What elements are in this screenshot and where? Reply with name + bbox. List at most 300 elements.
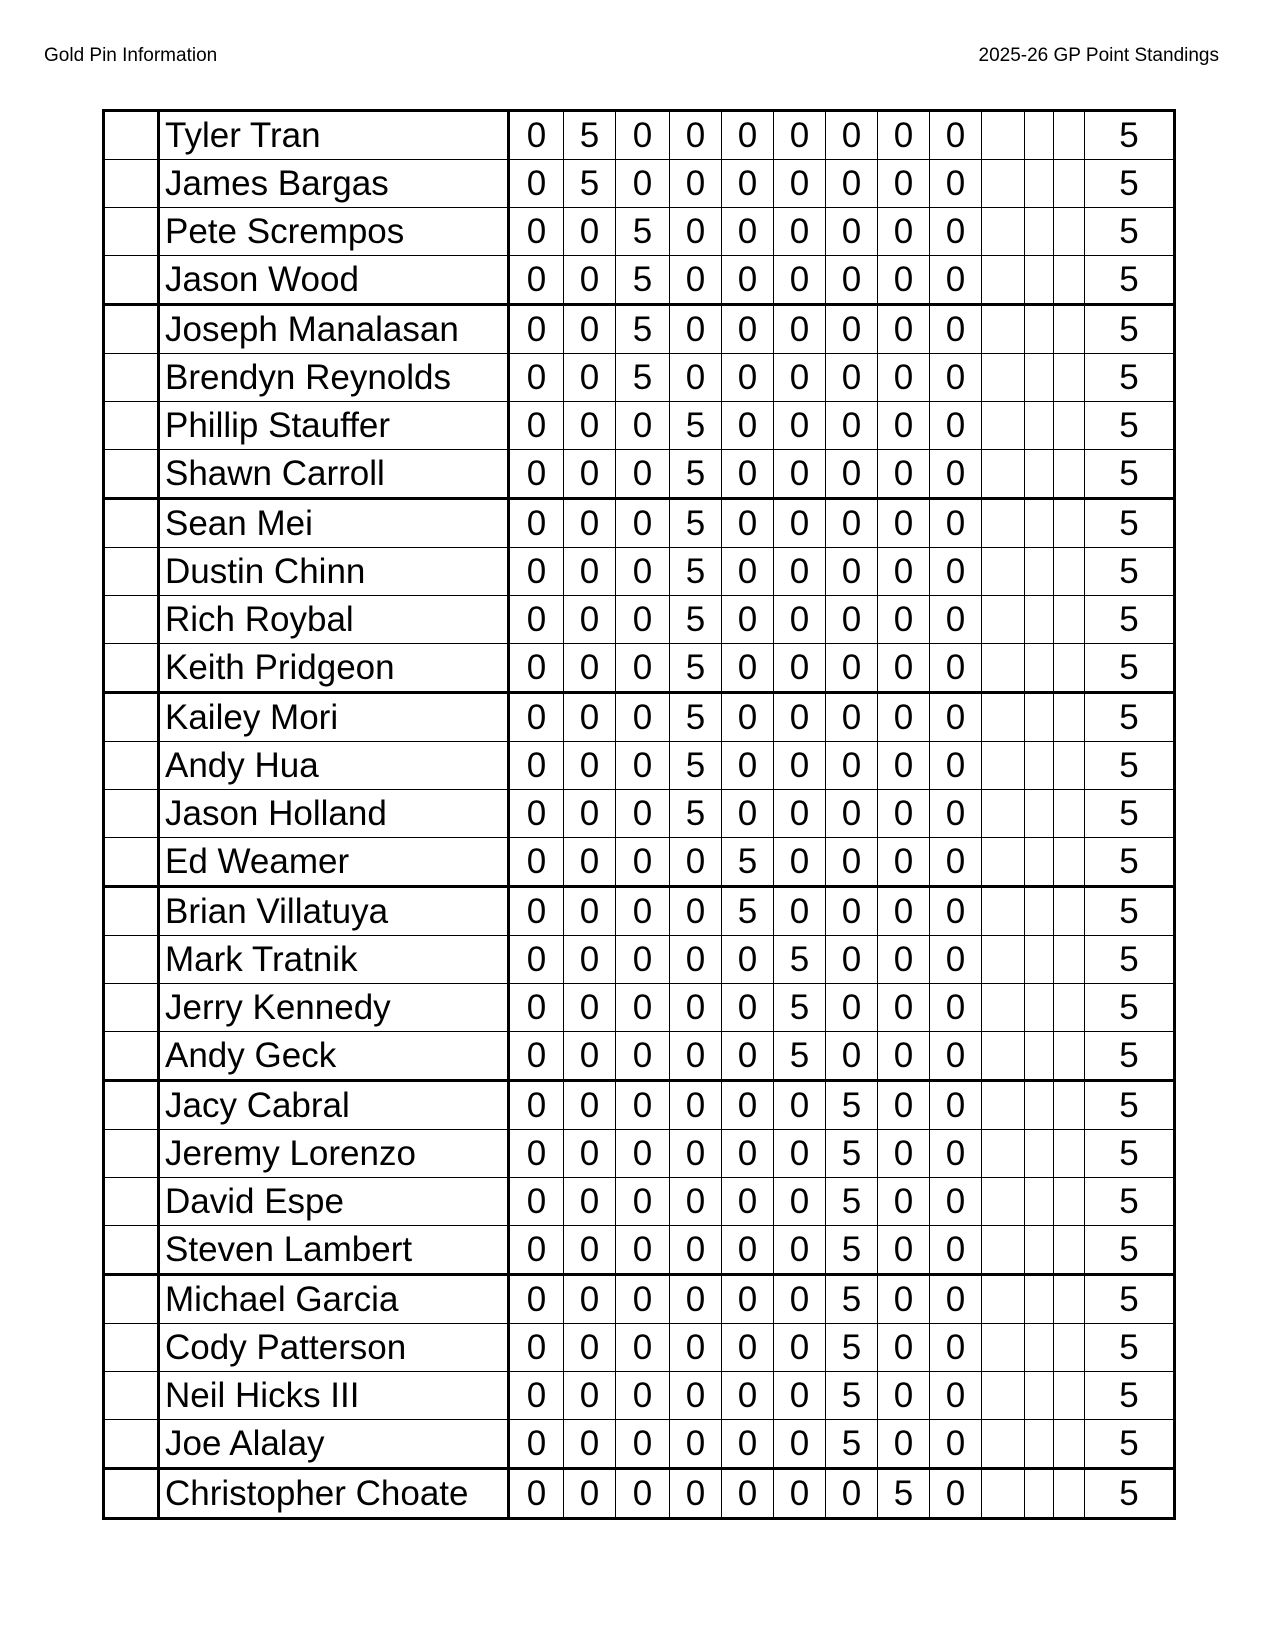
table-row: [104, 354, 1175, 402]
points-cell: 0: [878, 256, 930, 305]
empty-cell: [982, 1420, 1025, 1469]
player-name: Jason Wood: [159, 256, 509, 305]
points-cell: 0: [564, 1226, 616, 1275]
player-name: Jason Holland: [159, 790, 509, 838]
table-row: [104, 936, 1175, 984]
points-cell: 0: [826, 160, 878, 208]
points-cell: 0: [616, 1226, 670, 1275]
empty-cell: [982, 208, 1025, 256]
points-cell: 0: [670, 305, 722, 354]
player-name: Shawn Carroll: [159, 450, 509, 499]
total-cell: 5: [1085, 1178, 1175, 1226]
empty-cell: [1025, 548, 1054, 596]
points-cell: 0: [774, 1130, 826, 1178]
points-cell: 0: [616, 450, 670, 499]
points-cell: 0: [509, 111, 564, 160]
points-cell: 0: [826, 305, 878, 354]
points-cell: 0: [616, 790, 670, 838]
points-cell: 0: [878, 548, 930, 596]
points-cell: 0: [826, 936, 878, 984]
points-cell: 0: [509, 838, 564, 887]
player-name: Ed Weamer: [159, 838, 509, 887]
rank-cell: [104, 402, 159, 450]
empty-cell: [982, 1275, 1025, 1324]
points-cell: 0: [509, 1178, 564, 1226]
empty-cell: [1025, 160, 1054, 208]
empty-cell: [1054, 499, 1085, 548]
total-cell: 5: [1085, 936, 1175, 984]
points-cell: 5: [670, 499, 722, 548]
points-cell: 0: [564, 1130, 616, 1178]
points-cell: 0: [878, 354, 930, 402]
points-cell: 0: [826, 887, 878, 936]
points-cell: 0: [878, 936, 930, 984]
points-cell: 0: [930, 256, 982, 305]
total-cell: 5: [1085, 305, 1175, 354]
rank-cell: [104, 499, 159, 548]
points-cell: 0: [616, 984, 670, 1032]
total-cell: 5: [1085, 1032, 1175, 1081]
points-cell: 5: [774, 936, 826, 984]
points-cell: 0: [564, 838, 616, 887]
points-cell: 0: [774, 256, 826, 305]
points-cell: 0: [722, 450, 774, 499]
points-cell: 0: [930, 354, 982, 402]
table-row: [104, 1324, 1175, 1372]
points-cell: 0: [509, 1081, 564, 1130]
points-cell: 0: [826, 499, 878, 548]
points-cell: 0: [878, 693, 930, 742]
empty-cell: [982, 548, 1025, 596]
points-cell: 0: [930, 1081, 982, 1130]
total-cell: 5: [1085, 208, 1175, 256]
empty-cell: [1025, 644, 1054, 693]
points-cell: 0: [564, 1469, 616, 1519]
rank-cell: [104, 160, 159, 208]
header-right: 2025-26 GP Point Standings: [978, 45, 1219, 66]
table-row: [104, 1032, 1175, 1081]
empty-cell: [1054, 596, 1085, 644]
empty-cell: [1054, 1469, 1085, 1519]
total-cell: 5: [1085, 402, 1175, 450]
empty-cell: [982, 887, 1025, 936]
points-cell: 0: [774, 499, 826, 548]
empty-cell: [982, 984, 1025, 1032]
points-cell: 0: [826, 548, 878, 596]
points-cell: 0: [826, 790, 878, 838]
player-name: Andy Geck: [159, 1032, 509, 1081]
empty-cell: [982, 450, 1025, 499]
empty-cell: [1025, 742, 1054, 790]
player-name: Jacy Cabral: [159, 1081, 509, 1130]
points-cell: 0: [509, 644, 564, 693]
points-cell: 0: [509, 1420, 564, 1469]
points-cell: 0: [509, 936, 564, 984]
rank-cell: [104, 1226, 159, 1275]
empty-cell: [1025, 984, 1054, 1032]
total-cell: 5: [1085, 1130, 1175, 1178]
points-cell: 0: [722, 742, 774, 790]
points-cell: 0: [509, 596, 564, 644]
points-cell: 5: [564, 111, 616, 160]
points-cell: 0: [616, 693, 670, 742]
points-cell: 0: [564, 936, 616, 984]
empty-cell: [1054, 1130, 1085, 1178]
total-cell: 5: [1085, 1324, 1175, 1372]
total-cell: 5: [1085, 838, 1175, 887]
empty-cell: [1054, 208, 1085, 256]
table-row: [104, 160, 1175, 208]
points-cell: 5: [670, 450, 722, 499]
points-cell: 0: [774, 596, 826, 644]
points-cell: 0: [930, 693, 982, 742]
rank-cell: [104, 548, 159, 596]
empty-cell: [1054, 644, 1085, 693]
empty-cell: [1025, 402, 1054, 450]
points-cell: 5: [616, 208, 670, 256]
table-row: [104, 450, 1175, 499]
empty-cell: [982, 499, 1025, 548]
points-cell: 0: [774, 354, 826, 402]
points-cell: 0: [509, 693, 564, 742]
points-cell: 0: [722, 402, 774, 450]
player-name: Joseph Manalasan: [159, 305, 509, 354]
standings-body: [104, 111, 1175, 1519]
empty-cell: [1054, 160, 1085, 208]
table-row: [104, 1081, 1175, 1130]
table-row: [104, 838, 1175, 887]
points-cell: 5: [616, 256, 670, 305]
points-cell: 0: [878, 1275, 930, 1324]
points-cell: 0: [930, 838, 982, 887]
empty-cell: [982, 1372, 1025, 1420]
total-cell: 5: [1085, 160, 1175, 208]
points-cell: 0: [774, 305, 826, 354]
empty-cell: [1025, 596, 1054, 644]
empty-cell: [1025, 354, 1054, 402]
points-cell: 0: [722, 548, 774, 596]
points-cell: 0: [564, 644, 616, 693]
table-row: [104, 499, 1175, 548]
player-name: Pete Scrempos: [159, 208, 509, 256]
table-row: [104, 984, 1175, 1032]
points-cell: 5: [616, 305, 670, 354]
points-cell: 0: [826, 111, 878, 160]
points-cell: 0: [878, 1226, 930, 1275]
empty-cell: [1054, 111, 1085, 160]
points-cell: 0: [930, 1420, 982, 1469]
points-cell: 5: [564, 160, 616, 208]
table-row: [104, 1420, 1175, 1469]
total-cell: 5: [1085, 111, 1175, 160]
points-cell: 0: [930, 1032, 982, 1081]
rank-cell: [104, 208, 159, 256]
points-cell: 0: [774, 693, 826, 742]
points-cell: 0: [564, 1178, 616, 1226]
points-cell: 0: [878, 742, 930, 790]
total-cell: 5: [1085, 499, 1175, 548]
empty-cell: [1025, 499, 1054, 548]
empty-cell: [1054, 354, 1085, 402]
points-cell: 0: [670, 1420, 722, 1469]
player-name: Brian Villatuya: [159, 887, 509, 936]
points-cell: 0: [670, 1469, 722, 1519]
empty-cell: [1054, 1226, 1085, 1275]
points-cell: 0: [930, 450, 982, 499]
points-cell: 0: [722, 160, 774, 208]
points-cell: 5: [670, 693, 722, 742]
points-cell: 0: [774, 1469, 826, 1519]
points-cell: 0: [878, 1324, 930, 1372]
points-cell: 0: [509, 790, 564, 838]
points-cell: 0: [930, 596, 982, 644]
points-cell: 0: [670, 838, 722, 887]
rank-cell: [104, 1130, 159, 1178]
empty-cell: [982, 1178, 1025, 1226]
points-cell: 0: [722, 305, 774, 354]
table-row: [104, 305, 1175, 354]
empty-cell: [1054, 1178, 1085, 1226]
points-cell: 0: [722, 1130, 774, 1178]
points-cell: 0: [878, 111, 930, 160]
points-cell: 0: [509, 1275, 564, 1324]
rank-cell: [104, 644, 159, 693]
points-cell: 0: [670, 208, 722, 256]
player-name: Steven Lambert: [159, 1226, 509, 1275]
points-cell: 0: [616, 402, 670, 450]
empty-cell: [1025, 1275, 1054, 1324]
empty-cell: [1025, 838, 1054, 887]
empty-cell: [982, 1081, 1025, 1130]
points-cell: 5: [826, 1178, 878, 1226]
empty-cell: [1054, 887, 1085, 936]
points-cell: 0: [930, 644, 982, 693]
player-name: Michael Garcia: [159, 1275, 509, 1324]
points-cell: 0: [509, 1130, 564, 1178]
total-cell: 5: [1085, 1469, 1175, 1519]
points-cell: 0: [670, 111, 722, 160]
player-name: Keith Pridgeon: [159, 644, 509, 693]
points-cell: 0: [509, 742, 564, 790]
points-cell: 0: [564, 1324, 616, 1372]
points-cell: 0: [930, 984, 982, 1032]
empty-cell: [982, 305, 1025, 354]
points-cell: 0: [564, 305, 616, 354]
empty-cell: [1025, 1178, 1054, 1226]
points-cell: 0: [930, 1324, 982, 1372]
points-cell: 0: [826, 256, 878, 305]
empty-cell: [982, 354, 1025, 402]
points-cell: 0: [564, 790, 616, 838]
rank-cell: [104, 1178, 159, 1226]
points-cell: 0: [722, 111, 774, 160]
points-cell: 0: [878, 887, 930, 936]
points-cell: 0: [670, 256, 722, 305]
points-cell: 0: [722, 1420, 774, 1469]
empty-cell: [982, 693, 1025, 742]
points-cell: 0: [826, 208, 878, 256]
points-cell: 0: [564, 596, 616, 644]
points-cell: 0: [774, 644, 826, 693]
points-cell: 5: [826, 1226, 878, 1275]
points-cell: 0: [616, 596, 670, 644]
empty-cell: [1054, 1081, 1085, 1130]
points-cell: 0: [722, 790, 774, 838]
empty-cell: [982, 160, 1025, 208]
points-cell: 0: [930, 499, 982, 548]
standings-table: [102, 109, 1176, 1520]
empty-cell: [982, 111, 1025, 160]
points-cell: 0: [722, 1178, 774, 1226]
points-cell: 0: [774, 160, 826, 208]
points-cell: 5: [670, 596, 722, 644]
empty-cell: [1025, 1372, 1054, 1420]
points-cell: 0: [722, 354, 774, 402]
rank-cell: [104, 354, 159, 402]
points-cell: 5: [878, 1469, 930, 1519]
points-cell: 0: [930, 887, 982, 936]
points-cell: 0: [564, 256, 616, 305]
empty-cell: [1054, 1372, 1085, 1420]
points-cell: 0: [616, 1420, 670, 1469]
points-cell: 0: [826, 402, 878, 450]
total-cell: 5: [1085, 790, 1175, 838]
rank-cell: [104, 1372, 159, 1420]
points-cell: 0: [670, 160, 722, 208]
points-cell: 0: [564, 499, 616, 548]
empty-cell: [1025, 693, 1054, 742]
empty-cell: [1054, 984, 1085, 1032]
points-cell: 0: [722, 499, 774, 548]
total-cell: 5: [1085, 596, 1175, 644]
points-cell: 0: [930, 742, 982, 790]
empty-cell: [1054, 693, 1085, 742]
points-cell: 0: [722, 1226, 774, 1275]
points-cell: 0: [930, 1130, 982, 1178]
points-cell: 0: [826, 596, 878, 644]
points-cell: 5: [774, 1032, 826, 1081]
points-cell: 0: [509, 402, 564, 450]
total-cell: 5: [1085, 984, 1175, 1032]
table-row: [104, 1372, 1175, 1420]
empty-cell: [1054, 838, 1085, 887]
table-row: [104, 742, 1175, 790]
table-row: [104, 1469, 1175, 1519]
points-cell: 0: [509, 1372, 564, 1420]
empty-cell: [1025, 111, 1054, 160]
points-cell: 0: [722, 1032, 774, 1081]
points-cell: 0: [670, 1324, 722, 1372]
points-cell: 5: [774, 984, 826, 1032]
points-cell: 0: [774, 208, 826, 256]
points-cell: 0: [878, 984, 930, 1032]
points-cell: 0: [878, 402, 930, 450]
player-name: Phillip Stauffer: [159, 402, 509, 450]
points-cell: 0: [878, 450, 930, 499]
points-cell: 0: [509, 160, 564, 208]
points-cell: 5: [826, 1130, 878, 1178]
rank-cell: [104, 305, 159, 354]
points-cell: 0: [616, 499, 670, 548]
empty-cell: [1054, 790, 1085, 838]
points-cell: 0: [564, 742, 616, 790]
total-cell: 5: [1085, 1420, 1175, 1469]
points-cell: 0: [509, 354, 564, 402]
empty-cell: [982, 936, 1025, 984]
points-cell: 0: [774, 838, 826, 887]
points-cell: 0: [564, 548, 616, 596]
points-cell: 0: [722, 1469, 774, 1519]
player-name: Rich Roybal: [159, 596, 509, 644]
points-cell: 0: [878, 499, 930, 548]
points-cell: 0: [774, 1081, 826, 1130]
total-cell: 5: [1085, 354, 1175, 402]
points-cell: 5: [722, 887, 774, 936]
points-cell: 0: [616, 1032, 670, 1081]
points-cell: 0: [616, 1324, 670, 1372]
points-cell: 0: [616, 1275, 670, 1324]
points-cell: 0: [930, 790, 982, 838]
points-cell: 0: [930, 160, 982, 208]
points-cell: 0: [826, 984, 878, 1032]
points-cell: 0: [616, 838, 670, 887]
points-cell: 0: [670, 1178, 722, 1226]
total-cell: 5: [1085, 887, 1175, 936]
rank-cell: [104, 984, 159, 1032]
rank-cell: [104, 256, 159, 305]
empty-cell: [982, 838, 1025, 887]
points-cell: 0: [509, 499, 564, 548]
points-cell: 0: [670, 1275, 722, 1324]
points-cell: 0: [616, 742, 670, 790]
table-row: [104, 644, 1175, 693]
table-row: [104, 111, 1175, 160]
rank-cell: [104, 936, 159, 984]
points-cell: 5: [826, 1081, 878, 1130]
points-cell: 0: [564, 693, 616, 742]
rank-cell: [104, 1081, 159, 1130]
points-cell: 0: [774, 1178, 826, 1226]
rank-cell: [104, 1275, 159, 1324]
points-cell: 0: [826, 693, 878, 742]
points-cell: 5: [826, 1324, 878, 1372]
points-cell: 0: [722, 984, 774, 1032]
total-cell: 5: [1085, 1226, 1175, 1275]
points-cell: 0: [564, 984, 616, 1032]
points-cell: 0: [509, 1032, 564, 1081]
points-cell: 0: [616, 1372, 670, 1420]
points-cell: 5: [670, 402, 722, 450]
rank-cell: [104, 1469, 159, 1519]
points-cell: 0: [670, 354, 722, 402]
empty-cell: [1025, 936, 1054, 984]
player-name: Andy Hua: [159, 742, 509, 790]
empty-cell: [1025, 1032, 1054, 1081]
points-cell: 0: [722, 256, 774, 305]
points-cell: 0: [878, 305, 930, 354]
points-cell: 0: [616, 936, 670, 984]
rank-cell: [104, 693, 159, 742]
points-cell: 0: [670, 984, 722, 1032]
points-cell: 0: [564, 1275, 616, 1324]
rank-cell: [104, 1420, 159, 1469]
table-row: [104, 208, 1175, 256]
points-cell: 0: [509, 305, 564, 354]
empty-cell: [982, 1324, 1025, 1372]
points-cell: 0: [826, 354, 878, 402]
player-name: David Espe: [159, 1178, 509, 1226]
empty-cell: [1025, 1226, 1054, 1275]
